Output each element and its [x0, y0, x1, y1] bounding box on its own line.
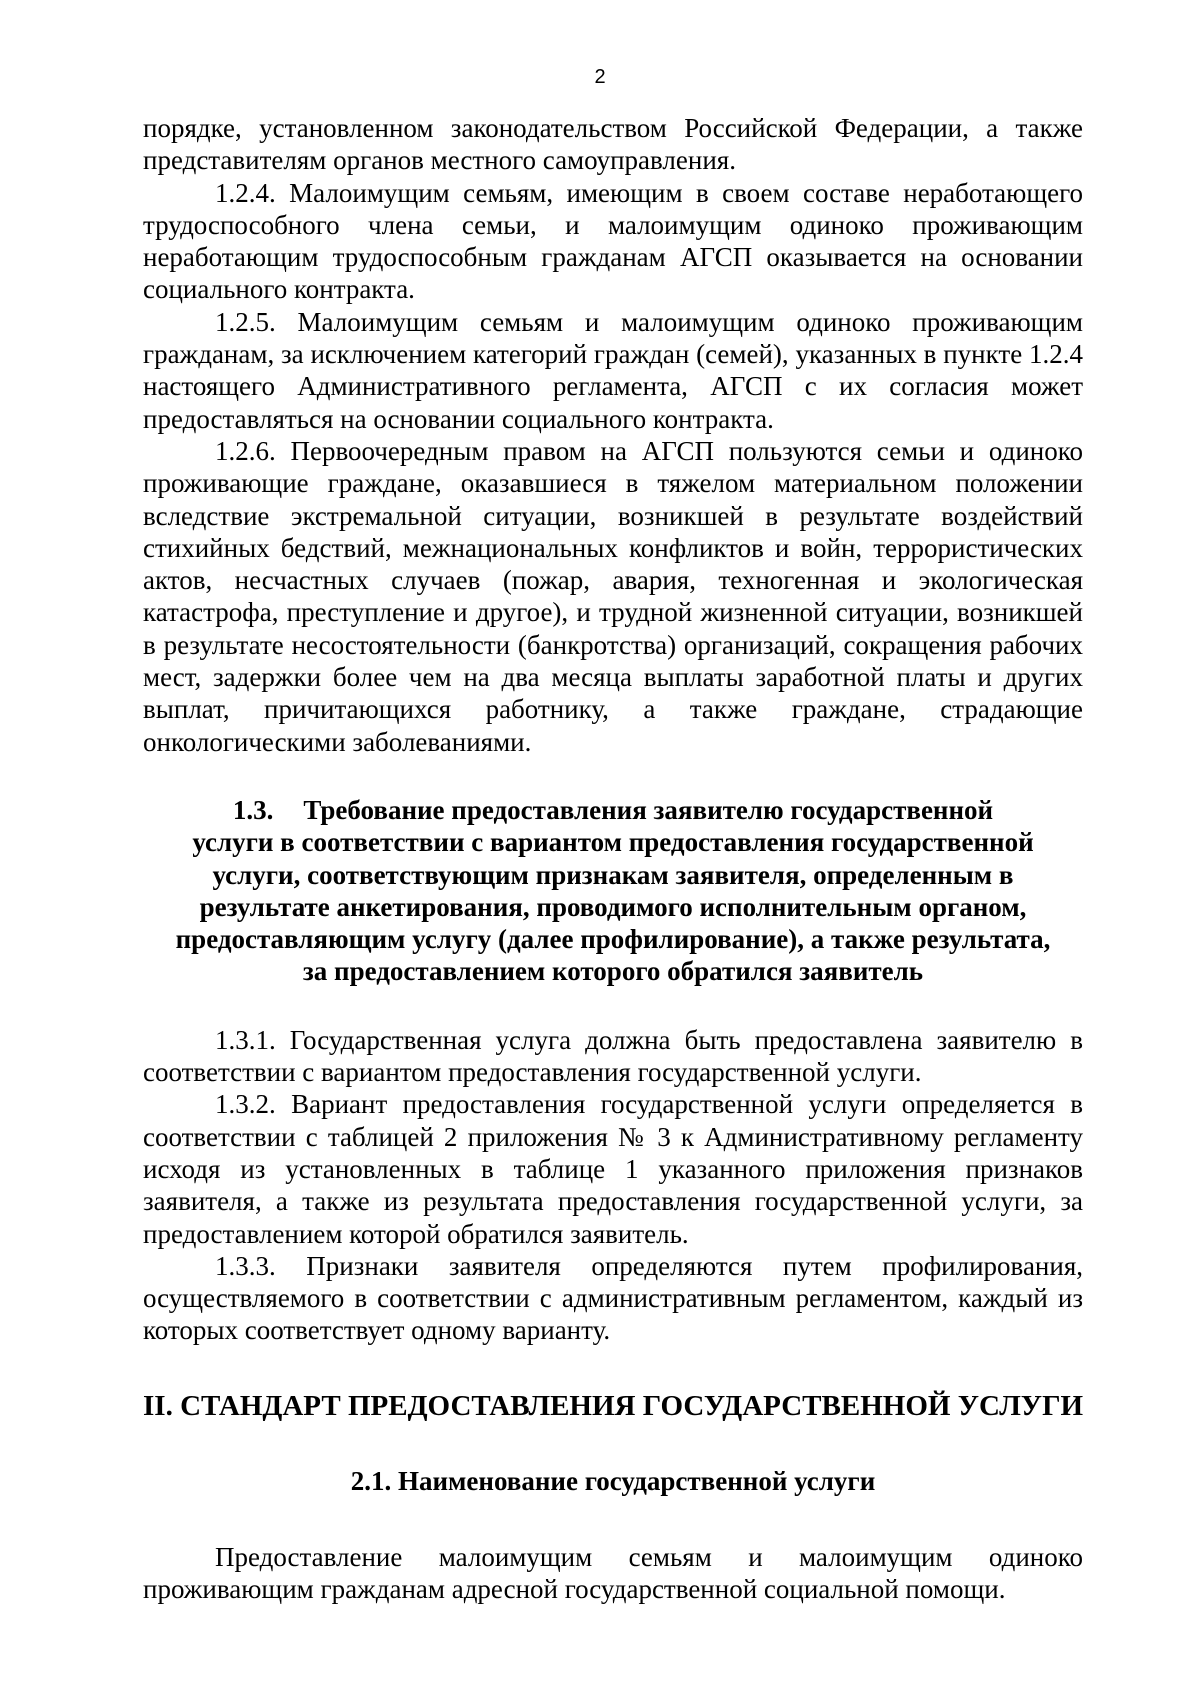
paragraph-intro-continuation: порядке, установленном законодательством Российской Федерации, а также представителям органов местного самоуправления. — [143, 113, 1083, 176]
heading-1-3-line-1-text: Требование предоставления заявителю государственной — [303, 794, 994, 825]
heading-1-3-line-3: услуги, соответствующим признакам заявителя, определенным в — [212, 859, 1014, 890]
paragraph-1-2-5: 1.2.5. Малоимущим семьям и малоимущим одиноко проживающим гражданам, за исключением категорий граждан (семей), указанных в пункте 1.2.4 настоящего Административного регламента, АГСП с их согласия может предоставляться на основании социального контракта. — [143, 306, 1083, 434]
heading-1-3-line-4: результате анкетирования, проводимого исполнительным органом, — [199, 891, 1027, 922]
page-content — [143, 112, 1083, 1605]
section-2-title: II. СТАНДАРТ ПРЕДОСТАВЛЕНИЯ ГОСУДАРСТВЕННОЙ УСЛУГИ — [143, 1389, 1084, 1422]
paragraph-1-3-1: 1.3.1. Государственная услуга должна быть предоставлена заявителю в соответствии с вариантом предоставления государственной услуги. — [143, 1024, 1083, 1088]
heading-1-3 — [143, 794, 1083, 988]
heading-1-3-line-6: за предоставлением которого обратился заявитель — [302, 956, 924, 987]
paragraph-1-2-6: 1.2.6. Первоочередным правом на АГСП пользуются семьи и одиноко проживающие граждане, оказавшиеся в тяжелом материальном положении вследствие экстремальной ситуации, возникшей в результате воздействий стихийных бедствий, межнациональных конфликтов и войн, террористических актов, несчастных случаев (пожар, авария, техногенная и экологическая катастрофа, преступление и другое), и трудной жизненной ситуации, возникшей в результате несостоятельности (банкротства) организаций, сокращения рабочих мест, задержки более чем на два месяца выплаты заработной платы и других выплат, причитающихся работнику, а также граждане, страдающие онкологическими заболеваниями. — [143, 435, 1083, 757]
subsection-2-1-title: 2.1. Наименование государственной услуги — [350, 1465, 876, 1496]
heading-1-3-number: 1.3. — [232, 794, 274, 825]
heading-1-3-line-5: предоставляющим услугу (далее профилирование), а также результата, — [175, 924, 1051, 955]
heading-1-3-line-1 — [143, 794, 1083, 826]
paragraph-1-2-4: 1.2.4. Малоимущим семьям, имеющим в своем составе неработающего трудоспособного члена семьи, и малоимущим одиноко проживающим неработающим трудоспособным гражданам АГСП оказывается на основании социального контракта. — [143, 177, 1083, 305]
paragraph-2-1: Предоставление малоимущим семьям и малоимущим одиноко проживающим гражданам адресной государственной социальной помощи. — [143, 1541, 1083, 1604]
paragraph-1-3-2: 1.3.2. Вариант предоставления государственной услуги определяется в соответствии с таблицей 2 приложения № 3 к Административному регламенту исходя из установленных в таблице 1 указанного приложения признаков заявителя, а также из результата предоставления государственной услуги, за предоставлением которой обратился заявитель. — [143, 1089, 1083, 1249]
paragraph-1-3-3: 1.3.3. Признаки заявителя определяются путем профилирования, осуществляемого в соответствии с административным регламентом, каждый из которых соответствует одному варианту. — [143, 1250, 1083, 1346]
heading-1-3-line-2: услуги в соответствии с вариантом предоставления государственной — [192, 827, 1034, 858]
page-number: 2 — [594, 66, 606, 88]
